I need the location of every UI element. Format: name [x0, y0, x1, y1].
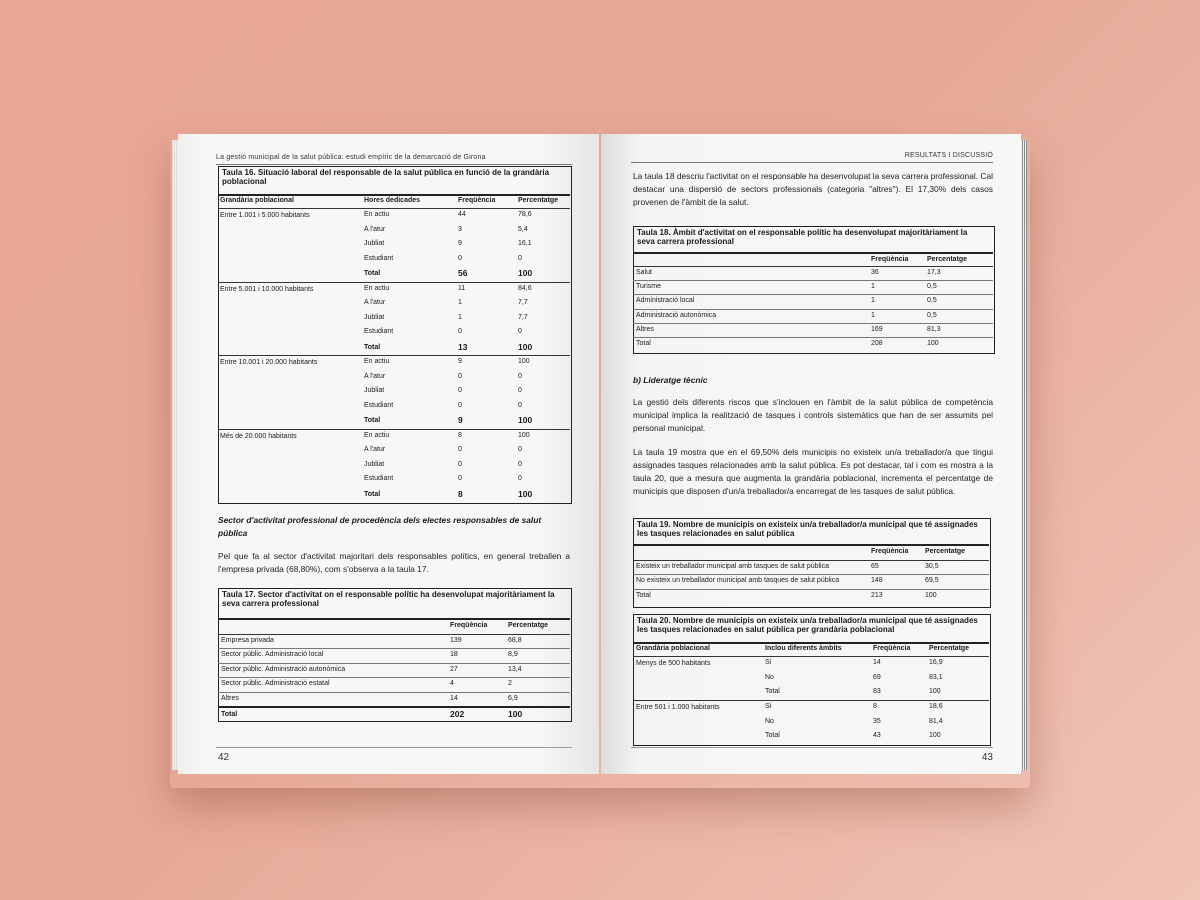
- table-row: Estudiant: [364, 328, 394, 336]
- table-row: 6,9: [508, 694, 518, 702]
- table-row: Existeix un treballador municipal amb tasques de salut pública: [636, 563, 829, 570]
- table-row: 3: [458, 225, 462, 233]
- table-row: Administració autonòmica: [636, 311, 717, 319]
- table-row: 81,3: [927, 325, 941, 333]
- table-row: 81,4: [929, 717, 943, 725]
- table-row: Sector públic. Administració autonòmica: [221, 665, 346, 673]
- table-row: 100: [518, 431, 530, 439]
- column-header: Freqüència: [871, 256, 909, 263]
- table-row: 17,3: [927, 269, 941, 276]
- table-row: 18,6: [929, 703, 943, 710]
- table-row: 2: [508, 680, 512, 688]
- table-row: 0,5: [927, 311, 937, 319]
- table-row: 14: [450, 694, 458, 702]
- table-caption: Taula 20. Nombre de municipis on existeix un/a treballador/a municipal que té assignades les tasques relacionades en salut pública per grandària poblacional: [637, 616, 978, 634]
- table-row: Estudiant: [364, 254, 394, 262]
- total-cell: Total: [765, 732, 780, 739]
- table-row: A l'atur: [364, 446, 386, 454]
- table-row: 0: [518, 328, 522, 336]
- table-row: 0: [458, 328, 462, 336]
- table-row: Sector públic. Administració local: [221, 651, 324, 659]
- table-rule: [633, 337, 993, 338]
- column-header: Grandària poblacional: [636, 645, 710, 652]
- table-row: Sector públic. Administració estatal: [221, 680, 330, 688]
- table-caption: Taula 19. Nombre de municipis on existeix un/a treballador/a municipal que té assignades les tasques relacionades en salut pública: [637, 520, 978, 538]
- table-row: 1: [458, 299, 462, 307]
- table-rule: [218, 706, 570, 708]
- total-cell: 100: [927, 340, 939, 347]
- running-header-left: La gestió municipal de la salut pública: estudi empíric de la demarcació de Girona: [216, 154, 486, 161]
- table-row: 16,1: [518, 240, 532, 248]
- table-row: 65: [871, 563, 879, 570]
- table-row: 169: [871, 325, 883, 333]
- table-row: Jubliat: [364, 313, 385, 321]
- table-row: 0,5: [927, 297, 937, 305]
- table-row: Altres: [636, 325, 654, 333]
- table-row: Jubliat: [364, 460, 385, 468]
- total-cell: Total: [364, 343, 381, 351]
- table-rule: [633, 656, 989, 657]
- table-caption: Taula 18. Àmbit d'activitat on el responsable polític ha desenvolupat majoritàriament la seva carrera professional: [637, 228, 968, 246]
- total-cell: Total: [364, 490, 381, 498]
- table-rule: [218, 677, 570, 678]
- table-rule: [633, 700, 989, 701]
- table-row: A l'atur: [364, 372, 386, 380]
- table-row: 9: [458, 358, 462, 365]
- total-cell: 202: [450, 709, 465, 719]
- intro-paragraph: La taula 18 descriu l'activitat on el responsable ha desenvolupat la seva carrera professional. Cal destacar una dispersió de sectors professionals (categoria "altres"). El 17,30% dels casos provenen de l'àmbit de la salut.: [633, 171, 993, 207]
- total-cell: 83: [873, 688, 881, 695]
- table-row: Empresa privada: [221, 637, 274, 644]
- total-cell: 208: [871, 340, 883, 347]
- paragraph-1: La gestió dels diferents riscos que s'inclouen en l'àmbit de la salut pública de competència municipal implica la realització de tasques i controls sistemàtics que han de ser assumits pel personal municipal.: [633, 397, 993, 433]
- total-cell: Total: [636, 591, 651, 599]
- group-label: Entre 5.001 i 10.000 habitants: [220, 285, 314, 293]
- table-row: 7,7: [518, 313, 528, 321]
- page-number-left: 42: [218, 752, 230, 763]
- column-header: Freqüència: [871, 548, 909, 555]
- running-header-right: RESULTATS I DISCUSSIÓ: [904, 152, 993, 159]
- column-header: Percentatge: [925, 548, 966, 555]
- table-row: Administració local: [636, 297, 695, 305]
- table-row: 0,5: [927, 283, 937, 291]
- table-rule: [633, 280, 993, 281]
- table-rule: [633, 560, 989, 561]
- table-row: 0: [518, 401, 522, 409]
- table-row: 0: [518, 387, 522, 395]
- total-cell: Total: [765, 688, 780, 695]
- table-caption: Taula 16. Situació laboral del responsable de la salut pública en funció de la grandària poblacional: [222, 168, 550, 186]
- total-cell: 13: [458, 341, 468, 352]
- table-row: 148: [871, 577, 883, 585]
- group-label: Entre 10.001 i 20.000 habitants: [220, 359, 318, 366]
- total-cell: 100: [925, 591, 937, 599]
- table-row: 11: [458, 284, 466, 292]
- header-rule: [631, 162, 993, 163]
- total-cell: 100: [518, 341, 533, 352]
- column-header: Percentatge: [518, 197, 559, 204]
- column-header: Grandària poblacional: [220, 197, 294, 204]
- table-row: 69: [873, 673, 881, 681]
- table-row: 8: [458, 431, 462, 439]
- column-header: Percentatge: [927, 256, 968, 263]
- table-row: 36: [871, 269, 879, 276]
- table-row: Turisme: [636, 283, 662, 291]
- left-paragraph: Pel que fa al sector d'activitat majoritari dels responsables polítics, en general treballen a l'empresa privada (68,80%), com s'observa a la taula 17.: [218, 551, 570, 574]
- table-rule: [218, 618, 570, 620]
- table-rule: [218, 692, 570, 693]
- table-rule: [633, 574, 989, 575]
- table-row: Jubliat: [364, 240, 385, 248]
- table-row: 8: [873, 703, 877, 710]
- table-row: 27: [450, 665, 458, 673]
- group-label: Menys de 500 habitants: [636, 660, 711, 667]
- total-cell: 100: [929, 688, 941, 695]
- table-row: 5,4: [518, 225, 528, 233]
- table-row: 4: [450, 680, 454, 688]
- left-page: [178, 134, 599, 774]
- page-number-right: 43: [981, 752, 993, 763]
- table-row: 1: [871, 283, 875, 291]
- table-row: En actiu: [364, 358, 390, 365]
- subheading-lideratge: b) Lideratge tècnic: [633, 375, 708, 385]
- table-row: Estudiant: [364, 401, 394, 409]
- table-row: 0: [458, 401, 462, 409]
- table-row: 139: [450, 637, 462, 644]
- table-row: 83,1: [929, 673, 943, 681]
- total-cell: 100: [518, 488, 533, 499]
- table-row: No existeix un treballador municipal amb tasques de salut pública: [636, 577, 840, 585]
- table-rule: [633, 294, 993, 295]
- table-rule: [633, 252, 993, 254]
- table-row: 0: [458, 254, 462, 262]
- table-rule: [218, 634, 570, 635]
- total-cell: 100: [508, 709, 523, 719]
- column-header: Freqüència: [458, 197, 496, 204]
- table-row: 44: [458, 211, 466, 218]
- table-row: 9: [458, 240, 462, 248]
- table-row: 13,4: [508, 665, 522, 673]
- table-rule: [633, 544, 989, 546]
- table-rule: [218, 429, 570, 430]
- table-row: 84,6: [518, 284, 532, 292]
- table-row: A l'atur: [364, 299, 386, 307]
- table-row: Estudiant: [364, 475, 394, 483]
- table-row: Altres: [221, 694, 239, 702]
- table-row: 1: [458, 313, 462, 321]
- table-rule: [218, 648, 570, 649]
- table-row: 0: [458, 460, 462, 468]
- table-row: 100: [518, 358, 530, 365]
- column-header: Hores dedicades: [364, 197, 421, 204]
- column-header: Percentatge: [508, 622, 549, 629]
- table-row: 0: [518, 475, 522, 483]
- table-row: 0: [458, 446, 462, 454]
- group-label: Entre 501 i 1.000 habitants: [636, 704, 720, 711]
- column-header: Percentatge: [929, 645, 970, 652]
- table-rule: [633, 266, 993, 267]
- table-caption: Taula 17. Sector d'activitat on el responsable polític ha desenvolupat majoritàriament la seva carrera professional: [222, 590, 555, 608]
- table-row: 78,6: [518, 211, 532, 218]
- table-row: 0: [518, 254, 522, 262]
- table-row: En actiu: [364, 431, 390, 439]
- table-row: En actiu: [364, 284, 390, 292]
- table-row: 0: [518, 372, 522, 380]
- total-cell: Total: [364, 417, 381, 425]
- table-rule: [633, 309, 993, 310]
- table-row: A l'atur: [364, 225, 386, 233]
- group-label: Entre 1.001 i 5.000 habitants: [220, 212, 310, 219]
- paragraph-2: La taula 19 mostra que en el 69,50% dels municipis no existeix un/a treballador/a que tingui assignades tasques relacionades amb la salut pública. Es pot destacar, tal i com es mostra a la taula 20, que a mesura que augmenta la grandària poblacional, incrementa el percentatge de municipis que disposen d'un/a treballador/a encarregat de les tasques de salut pública.: [633, 447, 993, 496]
- table-row: Sí: [765, 659, 772, 666]
- total-cell: 100: [518, 268, 533, 279]
- table-row: 0: [458, 475, 462, 483]
- table-row: 8,9: [508, 651, 518, 659]
- table-row: 0: [518, 446, 522, 454]
- table-row: 7,7: [518, 299, 528, 307]
- footer-rule: [216, 747, 572, 748]
- table-rule: [218, 282, 570, 283]
- table-rule: [218, 663, 570, 664]
- column-header: Inclou diferents àmbits: [765, 645, 842, 652]
- table-row: Jubliat: [364, 387, 385, 395]
- total-cell: Total: [221, 711, 238, 718]
- table-row: Salut: [636, 269, 652, 276]
- table-row: 16,9: [929, 659, 943, 666]
- table-row: 1: [871, 297, 875, 305]
- table-row: En actiu: [364, 211, 390, 218]
- total-cell: 213: [871, 591, 883, 599]
- table-row: 18: [450, 651, 458, 659]
- table-row: 30,5: [925, 563, 939, 570]
- total-cell: 9: [458, 415, 463, 426]
- total-cell: 100: [929, 732, 941, 739]
- table-row: 0: [458, 372, 462, 380]
- total-cell: Total: [636, 340, 651, 347]
- table-row: No: [765, 717, 774, 725]
- header-rule: [216, 164, 572, 165]
- table-row: No: [765, 673, 774, 681]
- column-header: Freqüència: [450, 622, 488, 629]
- right-page: [601, 134, 1021, 774]
- total-cell: 43: [873, 732, 881, 739]
- footer-rule: [631, 747, 993, 748]
- total-cell: Total: [364, 270, 381, 278]
- table-row: 0: [458, 387, 462, 395]
- section-heading: Sector d'activitat professional de procedència dels electes responsables de salut pública: [218, 515, 542, 538]
- table-row: 68,8: [508, 637, 522, 644]
- table-row: 0: [518, 460, 522, 468]
- table-row: 69,5: [925, 577, 939, 585]
- table-rule: [633, 589, 989, 590]
- column-header: Freqüència: [873, 645, 911, 652]
- table-row: Sí: [765, 703, 772, 710]
- table-rule: [218, 355, 570, 356]
- table-rule: [218, 208, 570, 209]
- table-row: 35: [873, 717, 881, 725]
- table-rule: [633, 323, 993, 324]
- total-cell: 8: [458, 488, 463, 499]
- total-cell: 100: [518, 415, 533, 426]
- table-row: 1: [871, 311, 875, 319]
- total-cell: 56: [458, 268, 468, 279]
- group-label: Més de 20.000 habitants: [220, 432, 297, 440]
- table-row: 14: [873, 659, 881, 666]
